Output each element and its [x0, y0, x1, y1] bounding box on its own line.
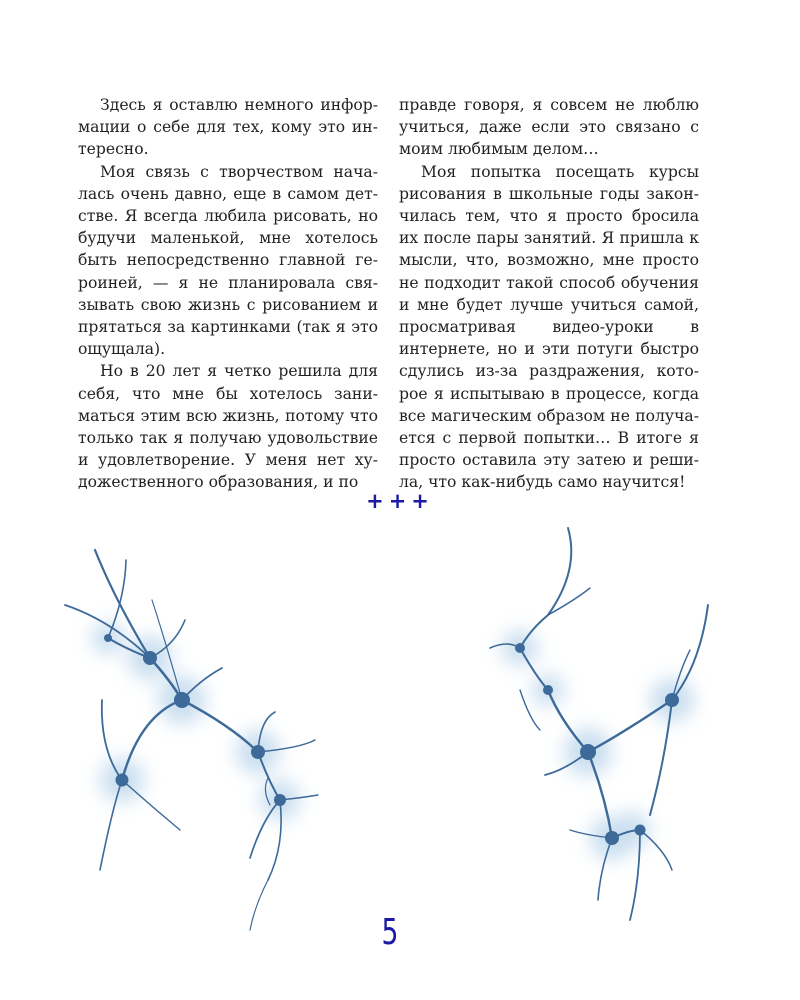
- paragraph: правде говоря, я совсем не люблю учиться, даже если это связано с моим любимым делом…: [399, 96, 699, 159]
- section-separator: +++: [366, 489, 434, 513]
- paragraph: Но в 20 лет я четко решила для себя, что мне бы хотелось заниматься этим всю жизнь, потому что только так я получаю удовольствие и удовлетворение. У меня нет художественного образования, и по: [78, 362, 378, 492]
- left-neuron-illustration: [65, 550, 318, 930]
- paragraph: Моя попытка посещать курсы рисования в школьные годы закончилась тем, что я просто бросила их после пары занятий. Я пришла к мысли, что, возможно, мне просто не подходит такой способ обучения и мне будет лучше учиться самой, просматривая видео-уроки в интернете, но и эти потуги быстро сдулись из-за раздражения, которое я испытываю в процессе, когда все магическим образом не получается с первой попытки… В итоге я просто оставила эту затею и решила, что как-нибудь само научится!: [399, 162, 699, 492]
- paragraph: Здесь я оставлю немного информации о себе для тех, кому это интересно.: [78, 96, 378, 159]
- page-number: 5: [381, 912, 399, 953]
- right-neuron-illustration: [490, 528, 708, 920]
- paragraph: Моя связь с творчеством началась очень давно, еще в самом детстве. Я всегда любила рисовать, но будучи маленькой, мне хотелось быть непосредственно главной героиней, — я не планировала связывать свою жизнь с рисованием и прятаться за картинками (так я это ощущала).: [78, 162, 378, 359]
